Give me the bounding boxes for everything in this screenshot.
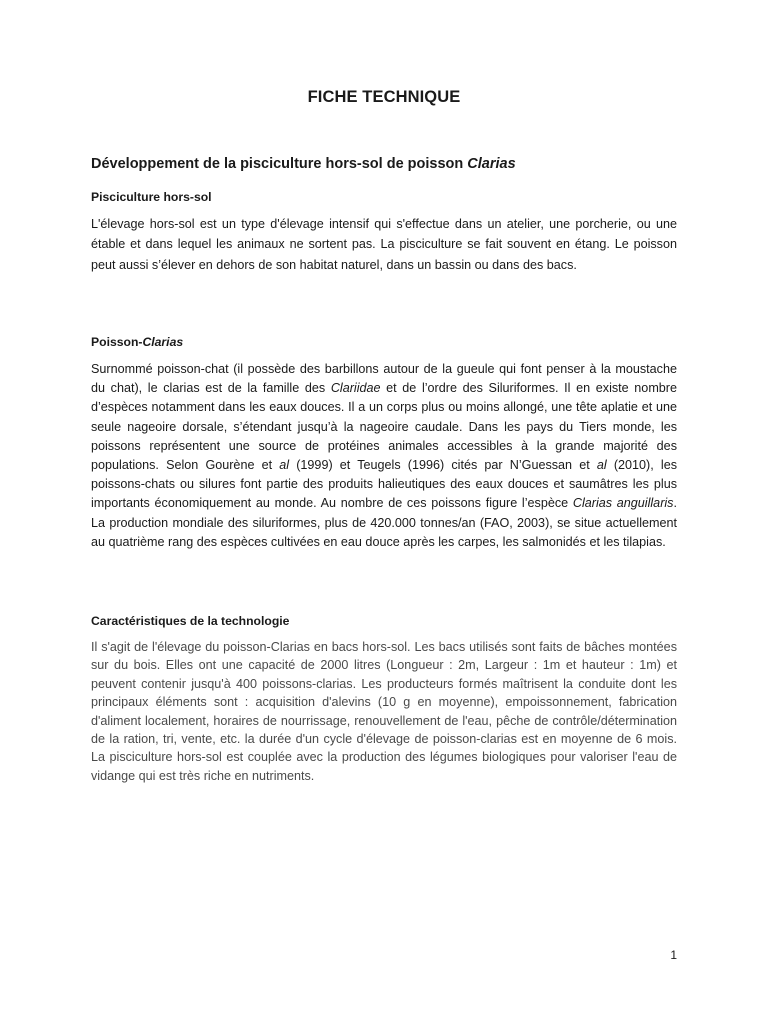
italic-term: Clariidae	[330, 381, 381, 396]
italic-term: Clarias anguillaris	[572, 496, 674, 511]
document-title: FICHE TECHNIQUE	[307, 88, 461, 106]
document-page	[91, 0, 677, 1024]
paragraph-text: et de l’ordre des Siluriformes. Il en existe nombre d’espèces notamment dans les eaux douces. Il a un corps plus ou moins allongé, une tête aplatie et une seule nageoire dorsale, s’étendant jusqu’à la nageoire caudale. Dans les pays du Tiers monde, les poissons représentent une source de protéines animales accessibles à la grande majorité des populations. Selon Gourène et	[91, 381, 678, 473]
main-heading-text: Développement de la pisciculture hors-sol de poisson	[91, 156, 468, 172]
italic-term: al	[596, 458, 607, 473]
paragraph-text: (1999) et Teugels (1996) cités par N’Guessan et	[289, 458, 597, 473]
section-heading-caracteristiques: Caractéristiques de la technologie	[91, 614, 290, 628]
main-heading	[91, 156, 677, 172]
page-number: 1	[670, 948, 677, 962]
italic-term: al	[279, 458, 290, 473]
section-heading-poisson-italic: Clarias	[142, 335, 184, 349]
paragraph-pisciculture: L'élevage hors-sol est un type d'élevage intensif qui s'effectue dans un atelier, une porcherie, ou une étable et dans lequel les animaux ne sortent pas. La pisciculture se fait souvent en étang. Le poisson peut aussi s’élever en dehors de son habitat naturel, dans un bassin ou dans des bacs.	[91, 217, 677, 272]
section-heading-poisson-clarias	[91, 335, 677, 349]
paragraph-text: Surnommé poisson-chat (il possède des barbillons autour de la gueule qui font penser à la moustache du chat), le clarias est de la famille des	[91, 362, 677, 396]
section-heading-poisson-prefix: Poisson-	[91, 335, 143, 349]
paragraph-text: . La production mondiale des siluriformes, plus de 420.000 tonnes/an (FAO, 2003), se situe actuellement au quatrième rang des espèces cultivées en eau douce après les carpes, les salmonidés et les tilapias.	[91, 496, 677, 549]
section-heading-pisciculture: Pisciculture hors-sol	[91, 190, 212, 204]
paragraph-caracteristiques: Il s'agit de l'élevage du poisson-Clarias en bacs hors-sol. Les bacs utilisés sont faits de bâches montées sur du bois. Elles ont une capacité de 2000 litres (Longueur : 2m, Largeur : 1m et hauteur : 1m) et peuvent contenir jusqu'à 400 poissons-clarias. Les producteurs formés maîtrisent la conduite dont les principaux éléments sont : acquisition d'alevins (10 g en moyenne), empoissonnement, fabrication d'aliment localement, horaires de nourrissage, renouvellement de l'eau, pêche de contrôle/détermination de la ration, tri, vente, etc. la durée d'un cycle d'élevage de poisson-clarias est en moyenne de 6 mois. La pisciculture hors-sol est couplée avec la production des légumes biologiques pour valoriser l'eau de vidange qui est très riche en nutriments.	[91, 640, 677, 783]
paragraph-poisson-clarias	[91, 360, 677, 552]
main-heading-italic: Clarias	[467, 156, 516, 172]
paragraph-text: (2010), les poissons-chats ou silures font partie des produits halieutiques des eaux douces et saumâtres les plus importants économiquement au monde. Au nombre de ces poissons figure l’espèce	[91, 458, 677, 511]
